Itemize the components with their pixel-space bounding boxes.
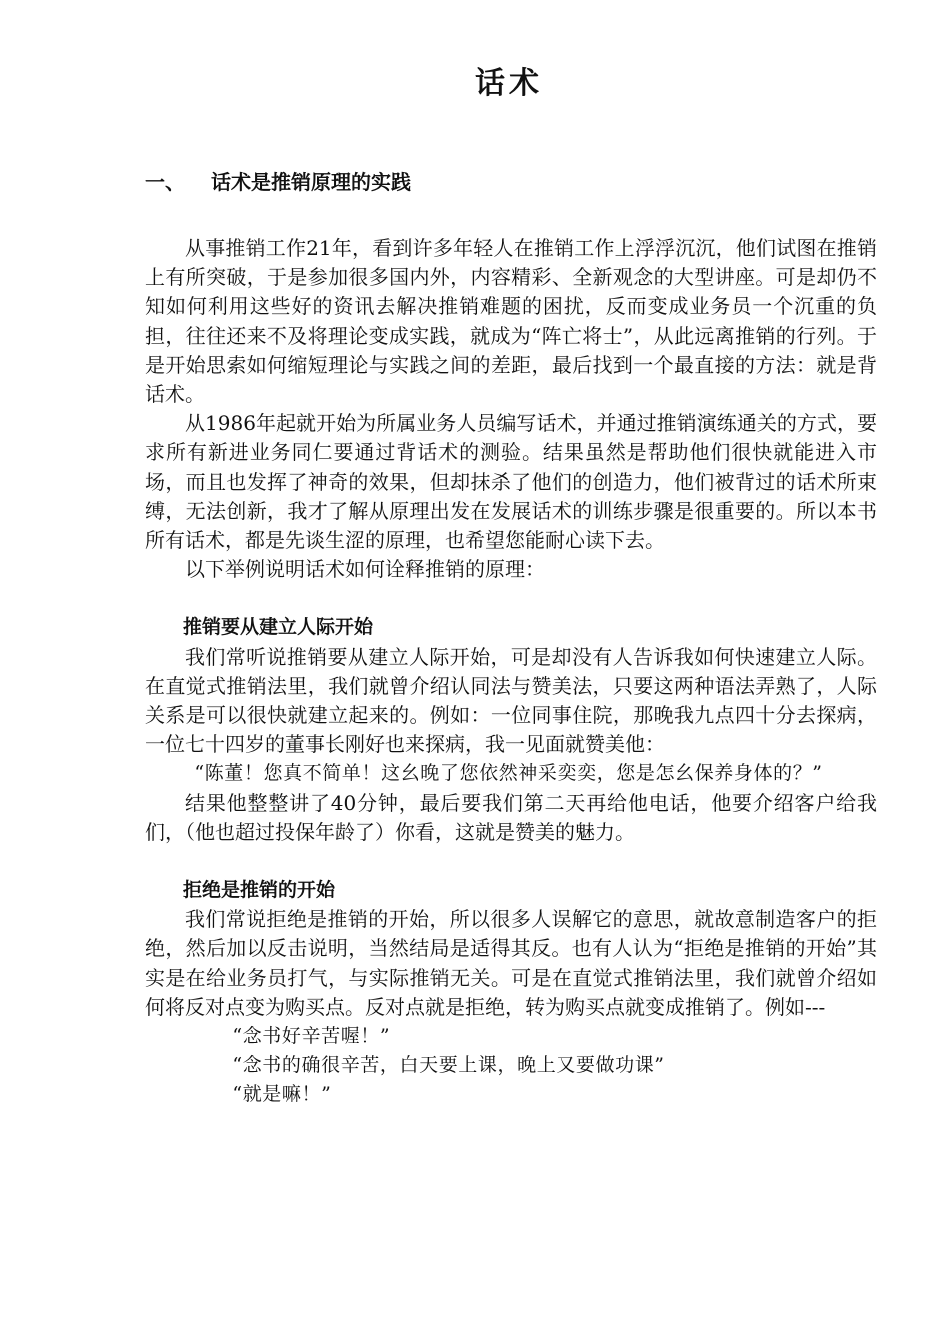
intro-paragraph-2: 从1986年起就开始为所属业务人员编写话术，并通过推销演练通关的方式，要求所有新进业务同仁要通过背话术的测验。结果虽然是帮助他们很快就能进入市场，而且也发挥了神奇的效果，但却抹杀了他们的创造力，他们被背过的话术所束缚，无法创新，我才了解从原理出发在发展话术的训练步骤是很重要的。所以本书所有话术，都是先谈生涩的原理，也希望您能耐心读下去。 (145, 411, 877, 553)
document-body (145, 234, 877, 1110)
document-title: 话术 (475, 66, 543, 101)
example2-heading: 拒绝是推销的开始 (183, 879, 336, 902)
section-heading-text: 话术是推销原理的实践 (211, 170, 411, 194)
dialog-line-3: “就是嘛！” (232, 1083, 332, 1106)
intro-paragraph-3: 以下举例说明话术如何诠释推销的原理： (185, 557, 545, 582)
spacer (145, 584, 877, 613)
example1-paragraph-1: 我们常听说推销要从建立人际开始，可是却没有人告诉我如何快速建立人际。在直觉式推销法里，我们就曾介绍认同法与赞美法，只要这两种语法弄熟了，人际关系是可以很快就建立起来的。例如：一位同事住院，那晚我九点四十分去探病，一位七十四岁的董事长刚好也来探病，我一见面就赞美他： (145, 644, 877, 757)
dialog-line-1: “念书好辛苦喔！” (232, 1025, 391, 1048)
example2-paragraph-1: 我们常说拒绝是推销的开始，所以很多人误解它的意思，就故意制造客户的拒绝，然后加以反击说明，当然结局是适得其反。也有人认为“拒绝是推销的开始”其实是在给业务员打气，与实际推销无关。可是在直觉式推销法里，我们就曾介绍如何将反对点变为购买点。反对点就是拒绝，转为购买点就变成推销了。例如--- (145, 907, 877, 1019)
spacer (145, 847, 877, 876)
example1-heading: 推销要从建立人际开始 (183, 616, 374, 639)
dialog-line-2: “念书的确很辛苦，白天要上课，晚上又要做功课” (232, 1054, 665, 1077)
example1-quote: “陈董！您真不简单！这幺晚了您依然神采奕奕，您是怎幺保养身体的？” (194, 762, 823, 785)
section-heading (145, 166, 411, 195)
example1-paragraph-2: 结果他整整讲了40分钟，最后要我们第二天再给他电话，他要介绍客户给我们，（他也超过投保年龄了）你看，这就是赞美的魅力。 (145, 790, 877, 844)
section-number: 一、 (145, 170, 185, 194)
intro-paragraph-1: 从事推销工作21年，看到许多年轻人在推销工作上浮浮沉沉，他们试图在推销上有所突破，于是参加很多国内外，内容精彩、全新观念的大型讲座。可是却仍不知如何利用这些好的资讯去解决推销难题的困扰，反而变成业务员一个沉重的负担，往往还来不及将理论变成实践，就成为“阵亡将士”，从此远离推销的行列。于是开始思索如何缩短理论与实践之间的差距，最后找到一个最直接的方法：就是背话术。 (145, 236, 877, 407)
